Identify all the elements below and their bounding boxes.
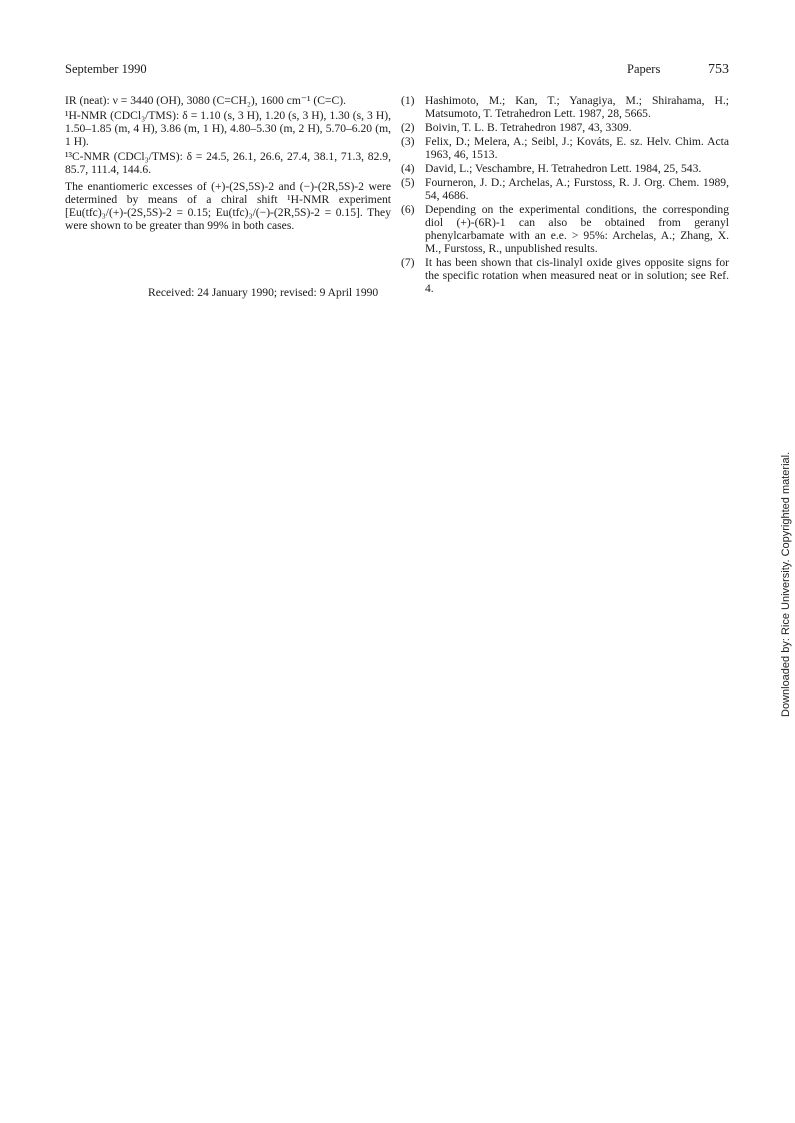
reference-text: David, L.; Veschambre, H. Tetrahedron Lett. 1984, 25, 543. [425,162,702,175]
reference-item [401,162,729,175]
reference-item [401,203,729,255]
reference-number: (2) [401,121,415,134]
reference-number: (3) [401,135,415,148]
ee-paragraph: The enantiomeric excesses of (+)-(2S,5S)-2 and (−)-(2R,5S)-2 were determined by means of a chiral shift ¹H-NMR experiment [Eu(tfc)₃/(+)-(2S,5S)-2 = 0.15; Eu(tfc)₃/(−)-(2R,5S)-2 = 0.15]. They were shown to be greater than 99% in both cases. [65,180,391,232]
received-dates: Received: 24 January 1990; revised: 9 April 1990 [148,286,379,299]
reference-item [401,135,729,161]
download-watermark [780,437,794,717]
reference-text: It has been shown that cis-linalyl oxide gives opposite signs for the specific rotation when measured neat or in solution; see Ref. 4. [425,256,729,295]
hnmr-data: ¹H-NMR (CDCl₃/TMS): δ = 1.10 (s, 3 H), 1.20 (s, 3 H), 1.30 (s, 3 H), 1.50–1.85 (m, 4 H), 3.86 (m, 1 H), 4.80–5.30 (m, 2 H), 5.70–6.20 (m, 1 H). [65,109,391,148]
reference-text: Fourneron, J. D.; Archelas, A.; Furstoss, R. J. Org. Chem. 1989, 54, 4686. [425,176,729,202]
reference-number: (5) [401,176,415,189]
issue-date: September 1990 [65,62,147,76]
reference-item [401,176,729,202]
reference-text: Depending on the experimental conditions, the corresponding diol (+)-(6R)-1 can also be obtained from geranyl phenylcarbamate with an e.e. > 95%: Archelas, A.; Zhang, X. M., Furstoss, R., unpublished results. [425,203,729,255]
reference-text: Hashimoto, M.; Kan, T.; Yanagiya, M.; Shirahama, H.; Matsumoto, T. Tetrahedron Lett. 1987, 28, 5665. [425,94,729,120]
reference-number: (4) [401,162,415,175]
reference-number: (1) [401,94,415,107]
section-label: Papers [627,62,661,76]
cnmr-data: ¹³C-NMR (CDCl₃/TMS): δ = 24.5, 26.1, 26.6, 27.4, 38.1, 71.3, 82.9, 85.7, 111.4, 144.6. [65,150,391,176]
reference-item [401,256,729,295]
left-column [65,94,391,234]
reference-text: Felix, D.; Melera, A.; Seibl, J.; Kováts, E. sz. Helv. Chim. Acta 1963, 46, 1513. [425,135,729,161]
reference-number: (7) [401,256,415,269]
header-right [627,62,729,77]
reference-item [401,121,729,134]
references-list [401,94,729,296]
download-notice: Downloaded by: Rice University. Copyrighted material. [780,451,792,717]
ir-data: IR (neat): ν = 3440 (OH), 3080 (C=CH₂), 1600 cm⁻¹ (C=C). [65,94,346,107]
reference-item [401,94,729,120]
reference-text: Boivin, T. L. B. Tetrahedron 1987, 43, 3309. [425,121,632,134]
reference-number: (6) [401,203,415,216]
page-number: 753 [708,62,729,77]
